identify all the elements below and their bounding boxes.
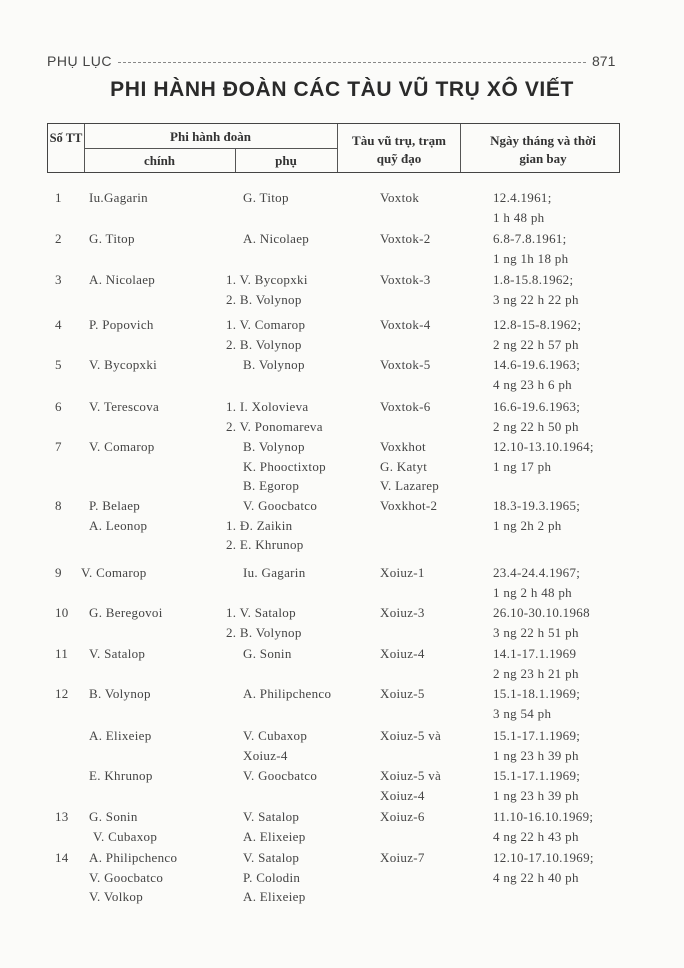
header-rule: [118, 62, 586, 63]
flight-date-cell: 1 ng 2h 2 ph: [493, 517, 562, 533]
backup-crew-cell: 1. V. Bycopxki: [226, 272, 308, 287]
spacecraft-cell: Voxkhot-2: [380, 498, 438, 513]
backup-crew-cell: B. Volynop: [243, 439, 305, 454]
running-head: PHỤ LỤC: [47, 53, 112, 69]
main-crew-cell: A. Nicolaep: [89, 272, 156, 287]
flight-date-cell: 1 h 48 ph: [493, 209, 545, 225]
page-number: 871: [592, 53, 616, 69]
backup-crew-cell: B. Egorop: [243, 478, 300, 493]
spacecraft-cell: Xoiuz-5 và: [380, 728, 442, 743]
main-crew-cell: V. Goocbatco: [89, 869, 164, 885]
flight-date-cell: 2 ng 22 h 57 ph: [493, 336, 579, 352]
row-number: 6: [55, 399, 62, 414]
table-header: [47, 123, 620, 173]
backup-crew-cell: V. Goocbatco: [243, 498, 318, 513]
backup-crew-cell: A. Philipchenco: [243, 686, 332, 701]
flight-date-cell: 3 ng 22 h 51 ph: [493, 624, 579, 640]
row-number: 4: [55, 317, 62, 332]
spacecraft-cell: Xoiuz-3: [380, 605, 425, 620]
flight-date-cell: 6.8-7.8.1961;: [493, 231, 567, 246]
spacecraft-cell: Voxtok-3: [380, 272, 431, 287]
flight-date-cell: 14.1-17.1.1969: [493, 646, 577, 661]
flight-date-cell: 4 ng 22 h 43 ph: [493, 828, 579, 844]
main-crew-cell: V. Comarop: [89, 439, 155, 454]
flight-date-cell: 11.10-16.10.1969;: [493, 809, 594, 824]
flight-date-cell: 1 ng 1h 18 ph: [493, 250, 569, 266]
backup-crew-cell: 2. B. Volynop: [226, 336, 302, 352]
main-crew-cell: Iu.Gagarin: [89, 190, 148, 205]
row-number: 8: [55, 498, 62, 513]
flight-date-cell: 23.4-24.4.1967;: [493, 565, 581, 580]
flight-date-cell: 14.6-19.6.1963;: [493, 357, 581, 372]
backup-crew-cell: A. Elixeiep: [243, 828, 306, 844]
header-divider: [337, 124, 338, 172]
main-crew-cell: E. Khrunop: [89, 768, 153, 783]
spacecraft-cell: Voxtok-2: [380, 231, 431, 246]
main-crew-cell: G. Beregovoi: [89, 605, 163, 620]
flight-date-cell: 2 ng 22 h 50 ph: [493, 418, 579, 434]
main-crew-cell: G. Sonin: [89, 809, 138, 824]
backup-crew-cell: Iu. Gagarin: [243, 565, 306, 580]
main-crew-cell: V. Cubaxop: [93, 828, 158, 844]
spacecraft-cell: Voxtok-5: [380, 357, 431, 372]
flight-date-cell: 4 ng 22 h 40 ph: [493, 869, 579, 885]
backup-crew-cell: G. Sonin: [243, 646, 292, 661]
flight-date-cell: 12.10-17.10.1969;: [493, 850, 594, 865]
flight-date-cell: 2 ng 23 h 21 ph: [493, 665, 579, 681]
spacecraft-cell: Voxtok-6: [380, 399, 431, 414]
flight-date-cell: 1.8-15.8.1962;: [493, 272, 574, 287]
flight-date-cell: 1 ng 23 h 39 ph: [493, 747, 579, 763]
spacecraft-cell: Xoiuz-4: [380, 646, 425, 661]
backup-crew-cell: G. Titop: [243, 190, 289, 205]
row-number: 13: [55, 809, 69, 824]
flight-date-cell: 12.10-13.10.1964;: [493, 439, 594, 454]
flight-date-cell: 18.3-19.3.1965;: [493, 498, 581, 513]
row-number: 7: [55, 439, 62, 454]
spacecraft-cell: Voxtok-4: [380, 317, 431, 332]
main-crew-cell: P. Popovich: [89, 317, 154, 332]
backup-crew-cell: 1. I. Xolovieva: [226, 399, 309, 414]
backup-crew-cell: 2. V. Ponomareva: [226, 418, 323, 434]
backup-crew-cell: B. Volynop: [243, 357, 305, 372]
backup-crew-cell: 2. E. Khrunop: [226, 537, 304, 552]
main-crew-cell: B. Volynop: [89, 686, 151, 701]
spacecraft-cell: V. Lazarep: [380, 478, 440, 493]
header-subrule: [84, 148, 337, 149]
backup-crew-cell: A. Nicolaep: [243, 231, 310, 246]
main-crew-cell: A. Elixeiep: [89, 728, 152, 743]
flight-date-cell: 1 ng 17 ph: [493, 458, 552, 474]
header-backup: phụ: [275, 153, 297, 168]
backup-crew-cell: 1. Đ. Zaikin: [226, 517, 293, 533]
main-crew-cell: A. Philipchenco: [89, 850, 178, 865]
main-crew-cell: A. Leonop: [89, 517, 148, 533]
flight-date-cell: 15.1-17.1.1969;: [493, 728, 581, 743]
header-crew: Phi hành đoàn: [170, 129, 251, 144]
main-crew-cell: V. Volkop: [89, 889, 144, 904]
row-number: 10: [55, 605, 69, 620]
main-crew-cell: V. Comarop: [81, 565, 147, 580]
header-main: chính: [143, 153, 176, 168]
main-crew-cell: P. Belaep: [89, 498, 141, 513]
row-number: 9: [55, 565, 62, 580]
backup-crew-cell: 2. B. Volynop: [226, 291, 302, 307]
backup-crew-cell: 1. V. Comarop: [226, 317, 306, 332]
spacecraft-cell: Xoiuz-5: [380, 686, 425, 701]
header-ship: Tàu vũ trụ, trạm quỹ đạo: [352, 133, 446, 166]
backup-crew-cell: 1. V. Satalop: [226, 605, 296, 620]
backup-crew-cell: V. Cubaxop: [243, 728, 308, 743]
flight-date-cell: 1 ng 23 h 39 ph: [493, 787, 579, 803]
spacecraft-cell: Voxtok: [380, 190, 420, 205]
spacecraft-cell: G. Katyt: [380, 458, 428, 474]
flight-date-cell: 1 ng 2 h 48 ph: [493, 584, 572, 600]
row-number: 3: [55, 272, 62, 287]
row-number: 12: [55, 686, 69, 701]
backup-crew-cell: P. Colodin: [243, 869, 301, 885]
row-number: 11: [55, 646, 69, 661]
row-number: 1: [55, 190, 62, 205]
flight-date-cell: 16.6-19.6.1963;: [493, 399, 581, 414]
flight-date-cell: 12.8-15-8.1962;: [493, 317, 582, 332]
flight-date-cell: 26.10-30.10.1968: [493, 605, 590, 620]
row-number: 2: [55, 231, 62, 246]
backup-crew-cell: V. Satalop: [243, 850, 300, 865]
main-crew-cell: G. Titop: [89, 231, 135, 246]
backup-crew-cell: Xoiuz-4: [243, 747, 288, 763]
backup-crew-cell: V. Satalop: [243, 809, 300, 824]
spacecraft-cell: Xoiuz-1: [380, 565, 425, 580]
backup-crew-cell: K. Phooctixtop: [243, 458, 326, 474]
flight-date-cell: 12.4.1961;: [493, 190, 552, 205]
flight-date-cell: 15.1-18.1.1969;: [493, 686, 581, 701]
main-crew-cell: V. Satalop: [89, 646, 146, 661]
backup-crew-cell: V. Goocbatco: [243, 768, 318, 783]
header-date: Ngày tháng và thời gian bay: [490, 133, 596, 166]
flight-date-cell: 15.1-17.1.1969;: [493, 768, 581, 783]
row-number: 14: [55, 850, 69, 865]
spacecraft-cell: Xoiuz-4: [380, 787, 425, 803]
main-crew-cell: V. Terescova: [89, 399, 160, 414]
spacecraft-cell: Xoiuz-5 và: [380, 768, 442, 783]
flight-date-cell: 4 ng 23 h 6 ph: [493, 376, 572, 392]
backup-crew-cell: A. Elixeiep: [243, 889, 306, 904]
backup-crew-cell: 2. B. Volynop: [226, 624, 302, 640]
spacecraft-cell: Xoiuz-6: [380, 809, 425, 824]
flight-date-cell: 3 ng 54 ph: [493, 705, 552, 721]
flight-date-cell: 3 ng 22 h 22 ph: [493, 291, 579, 307]
header-divider: [460, 124, 461, 172]
row-number: 5: [55, 357, 62, 372]
header-stt: Số TT: [49, 131, 83, 145]
spacecraft-cell: Xoiuz-7: [380, 850, 425, 865]
spacecraft-cell: Voxkhot: [380, 439, 426, 454]
page-title: PHI HÀNH ĐOÀN CÁC TÀU VŨ TRỤ XÔ VIẾT: [110, 78, 574, 101]
main-crew-cell: V. Bycopxki: [89, 357, 158, 372]
